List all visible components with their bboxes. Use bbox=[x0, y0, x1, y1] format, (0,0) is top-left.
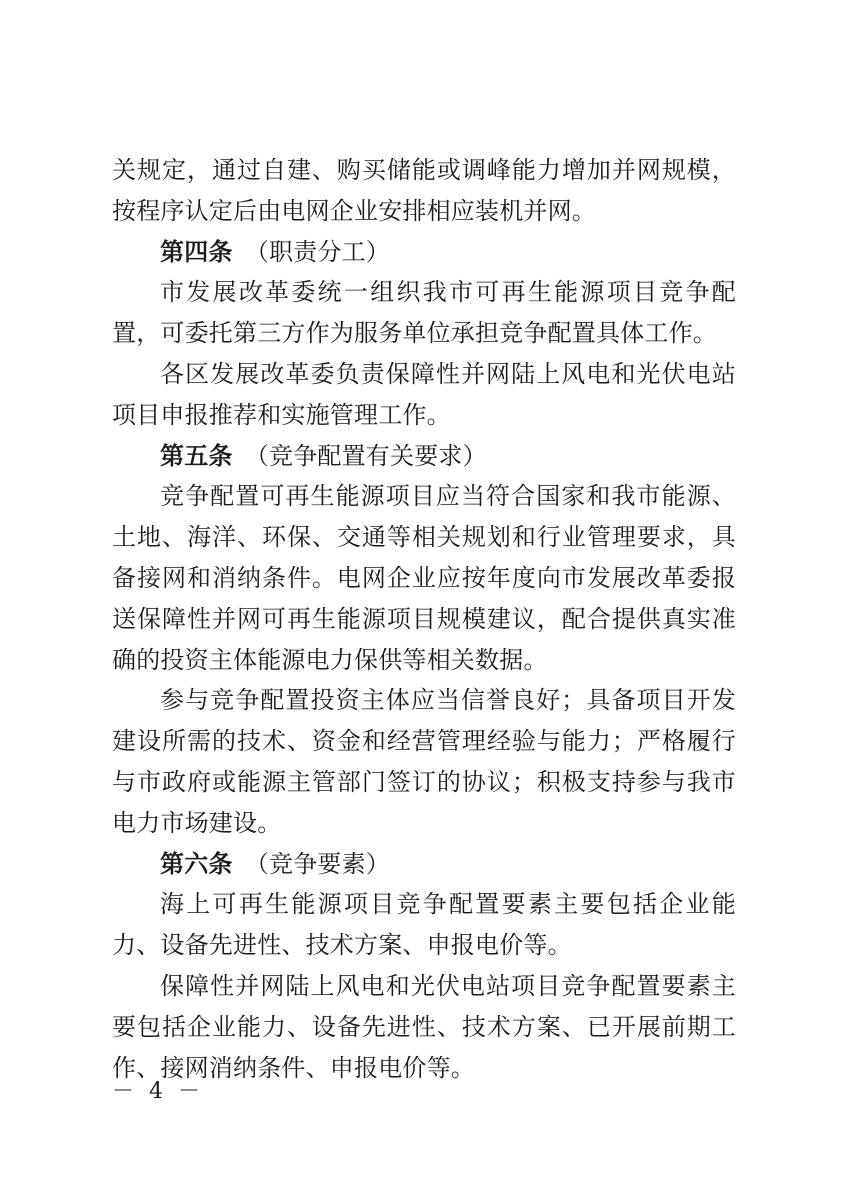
article-title: （竞争要素） bbox=[256, 849, 391, 878]
article-heading-6 bbox=[112, 844, 736, 885]
article-heading-4 bbox=[112, 232, 736, 273]
document-body bbox=[112, 150, 736, 1088]
paragraph: 保障性并网陆上风电和光伏电站项目竞争配置要素主要包括企业能力、设备先进性、技术方案、已开展前期工作、接网消纳条件、申报电价等。 bbox=[112, 971, 736, 1082]
article-heading-5 bbox=[112, 436, 736, 477]
article-number: 第五条 bbox=[160, 441, 233, 470]
page-number: － 4 － bbox=[112, 1079, 204, 1104]
paragraph: 各区发展改革委负责保障性并网陆上风电和光伏电站项目申报推荐和实施管理工作。 bbox=[112, 359, 736, 429]
paragraph: 参与竞争配置投资主体应当信誉良好；具备项目开发建设所需的技术、资金和经营管理经验与能力；严格履行与市政府或能源主管部门签订的协议；积极支持参与我市电力市场建设。 bbox=[112, 686, 736, 837]
article-number: 第六条 bbox=[160, 849, 233, 878]
continuation-paragraph: 关规定，通过自建、购买储能或调峰能力增加并网规模，按程序认定后由电网企业安排相应装机并网。 bbox=[112, 156, 736, 225]
paragraph: 海上可再生能源项目竞争配置要素主要包括企业能力、设备先进性、技术方案、申报电价等。 bbox=[112, 890, 736, 960]
article-title: （职责分工） bbox=[256, 237, 391, 266]
paragraph: 竞争配置可再生能源项目应当符合国家和我市能源、土地、海洋、环保、交通等相关规划和行业管理要求，具备接网和消纳条件。电网企业应按年度向市发展改革委报送保障性并网可再生能源项目规模建议，配合提供真实准确的投资主体能源电力保供等相关数据。 bbox=[112, 482, 736, 674]
paragraph: 市发展改革委统一组织我市可再生能源项目竞争配置，可委托第三方作为服务单位承担竞争配置具体工作。 bbox=[112, 278, 736, 348]
article-number: 第四条 bbox=[160, 237, 233, 266]
article-title: （竞争配置有关要求） bbox=[256, 441, 487, 470]
